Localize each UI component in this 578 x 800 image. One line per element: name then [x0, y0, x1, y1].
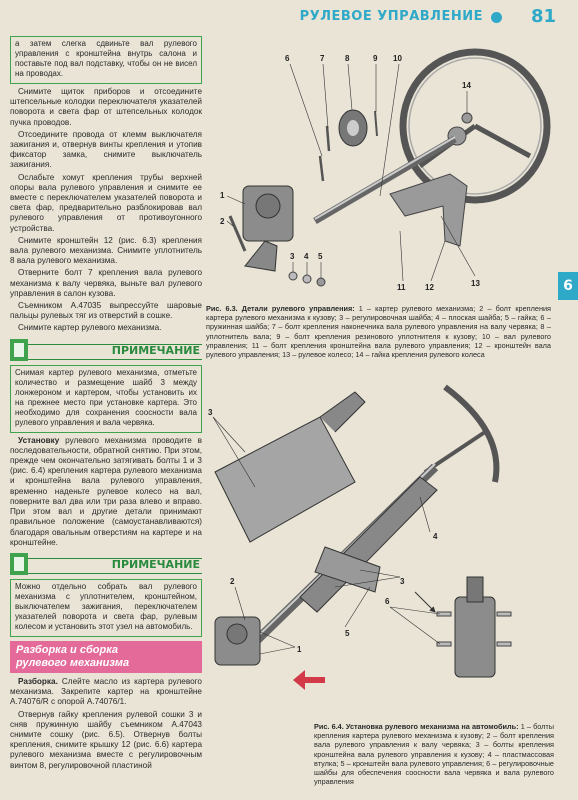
paragraph: Отвернув гайку крепления рулевой сошки 3 и сняв пружинную шайбу съемником А.47043 снимите сошку (рис. 6.5). Отвернув болты крепления, снимите крышку 12 (рис. 6.6) картера рулевого механизма вместе с регулировочным винтом 8, регулировочной пластиной — [10, 709, 202, 770]
paragraph-text: рулевого механизма проводите в последовательности, обратной снятию. При этом, прежде чем окончательно затягивать болты 1 и 3 (рис. 6.4) крепления картера рулевого механизма и кронштейна вала рулевого управления, временно наденьте рулевое колесо на вал, поверните вал два или три раза влево и вправо. При этом вал и другие детали принимают правильное положение (самоустанавливаются) благодаря овальным отверстиям на картере и на кронштейне. — [10, 435, 202, 547]
callout-5: 5 — [318, 252, 323, 261]
gearbox-cap — [227, 624, 247, 644]
callout-10: 10 — [393, 54, 402, 63]
paragraph: Снимите щиток приборов и отсоедините штепсельные колодки переключателя указателей поворота и света фар от штепсельных колодок пучка проводов. — [10, 87, 202, 127]
box-text: а затем слегка сдвиньте вал рулевого управления с кронштейна внутрь салона и поставьте под вал подставку, чтобы он не висел на проводах. — [15, 39, 197, 78]
steering-wheel-rim — [445, 387, 496, 482]
figure-6-3-caption — [206, 304, 551, 359]
gearbox-detail-top — [467, 577, 483, 602]
callout-9: 9 — [373, 54, 378, 63]
inset-housing — [215, 417, 355, 542]
wheel-nut — [462, 113, 472, 123]
note-heading — [10, 339, 202, 361]
callout-6: 6 — [285, 54, 290, 63]
caption-title: Рис. 6.3. Детали рулевого управления: — [206, 304, 355, 313]
caption-text: 1 – картер рулевого механизма; 2 – болт крепления картера рулевого механизма к кузову; 3 – регулировочная шайба; 4 – плоская шайба; 5 – гайка; 6 – пружинная шайба; 7 – болт крепления наконечника вала рулевого управления на валу червяка; 8 – уплотнитель вала; 9 – болт крепления резинового уплотнителя к кузову; 10 – вал рулевого управления; 11 – болт крепления кронштейна вала рулевого управления; 12 – кронштейн вала рулевого управления; 13 – рулевое колесо; 14 – гайка крепления рулевого колеса — [206, 304, 551, 360]
callout-4: 4 — [304, 252, 309, 261]
callout-4: 4 — [433, 532, 438, 541]
gearbox-detail — [455, 597, 495, 677]
note-box — [10, 365, 202, 433]
paragraph — [10, 436, 202, 548]
inset-shaft — [320, 392, 365, 432]
callout-12: 12 — [425, 283, 434, 292]
figure-6-4-diagram — [205, 372, 555, 717]
paragraph: Ослабьте хомут крепления трубы верхней опоры вала рулевого управления и снимите ее вместе с переключателем указателей поворота и света фар, предварительно разблокировав вал рулевого управления от противоугонного устройства. — [10, 172, 202, 233]
callout-1: 1 — [297, 645, 302, 654]
paragraph: Отверните болт 7 крепления вала рулевого механизма к валу червяка, выньте вал рулевого управления в салон кузова. — [10, 268, 202, 298]
washer — [289, 272, 297, 280]
paragraph-text: Слейте масло из картера рулевого механизма. Закрепите картер на кронштейне А.74076/R с опорой А.74076/1. — [10, 676, 202, 707]
callout-13: 13 — [471, 279, 480, 288]
paragraph: Съемником А.47035 выпрессуйте шаровые пальцы рулевых тяг из отверстий в сошке. — [10, 301, 202, 321]
note-text: Можно отдельно собрать вал рулевого механизма с уплотнителем, кронштейном, выключателем зажигания, переключателем указателей поворота и света фар, рулевым колесом и установить этот узел на автомобиль. — [15, 581, 197, 631]
callout-1: 1 — [220, 191, 225, 200]
bolt-6 — [320, 156, 323, 181]
section-title-line2: рулевого механизма — [16, 656, 130, 669]
note-label: ПРИМЕЧАНИЕ — [111, 343, 200, 357]
page-number: 81 — [530, 6, 556, 27]
callout-2: 2 — [230, 577, 235, 586]
bolt-7 — [327, 126, 329, 151]
note-heading — [10, 553, 202, 575]
callout-3: 3 — [208, 408, 213, 417]
paragraph — [10, 677, 202, 708]
callout-8: 8 — [345, 54, 350, 63]
continued-text-box — [10, 36, 202, 84]
washer — [303, 275, 311, 283]
page-header — [0, 6, 578, 30]
caption-text: 1 – болты крепления картера рулевого механизма к кузову; 2 – болт крепления вала рулевого управления к валу червяка; 3 – болты крепления кронштейна вала рулевого управления к кузову; 4 – пластмассовая втулка; 5 – кронштейн вала рулевого управления; 6 – регулировочные шайбы для обеспечения соосности вала червяка и вала рулевого управления — [314, 722, 555, 787]
callout-5: 5 — [345, 629, 350, 638]
paragraph: Снимите кронштейн 12 (рис. 6.3) крепления вала рулевого механизма. Снимите уплотнитель 8 вала рулевого механизма. — [10, 235, 202, 266]
callout-14: 14 — [462, 81, 471, 90]
figure-6-4-caption — [314, 722, 554, 786]
callout-7: 7 — [320, 54, 325, 63]
callout-3: 3 — [290, 252, 295, 261]
chapter-title: РУЛЕВОЕ УПРАВЛЕНИЕ — [299, 9, 483, 24]
callout-6: 6 — [385, 597, 390, 606]
bolt-9 — [375, 111, 377, 136]
note-label: ПРИМЕЧАНИЕ — [111, 557, 200, 571]
header-dot-icon — [491, 12, 502, 23]
shaft-seal-inner — [347, 120, 359, 136]
chapter-tab: 6 — [558, 272, 578, 300]
callout-3b: 3 — [400, 577, 405, 586]
paragraph: Снимите картер рулевого механизма. — [18, 323, 162, 333]
note-icon — [10, 553, 28, 575]
note-icon — [10, 339, 28, 361]
note-text: Снимая картер рулевого механизма, отметьте количество и размещение шайб 3 между лонжероном и картером, чтобы установить их на прежнее место при установке картера. Это необходимо для сохранения соосности вала рулевого управления и вала червяка. — [15, 367, 197, 427]
red-arrow-icon — [293, 670, 325, 690]
callout-2: 2 — [220, 217, 225, 226]
caption-title: Рис. 6.4. Установка рулевого механизма на автомобиль: — [314, 722, 519, 731]
pitman-arm — [245, 241, 277, 271]
bold-lead: Разборка. — [18, 676, 58, 686]
section-title-line1: Разборка и сборка — [16, 643, 119, 656]
shaft-bracket — [390, 174, 467, 246]
section-heading — [10, 641, 202, 673]
note-box — [10, 579, 202, 637]
inset-arrow — [415, 592, 435, 612]
wheel-spoke — [475, 126, 530, 156]
left-column — [10, 36, 202, 773]
nut — [317, 278, 325, 286]
gearbox-cap — [256, 194, 280, 218]
figure-6-3-diagram — [205, 36, 555, 301]
bold-lead: Установку — [18, 435, 60, 445]
paragraph: Отсоедините провода от клемм выключателя зажигания и, отвернув винты крепления и утопив фиксатор замка, снимите выключатель зажигания. — [10, 129, 202, 170]
callout-11: 11 — [397, 283, 406, 292]
